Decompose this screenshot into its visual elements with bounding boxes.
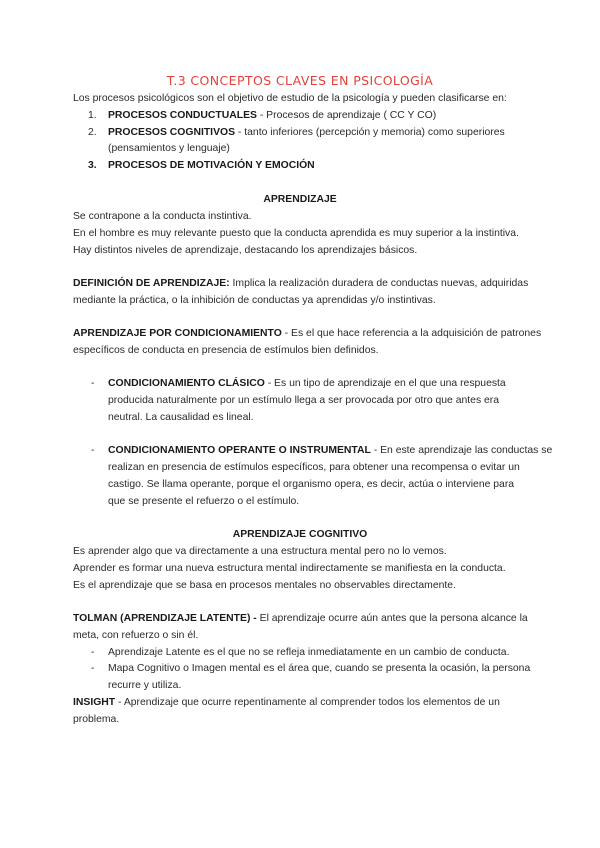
list-item-continuation: (pensamientos y lenguaje) [108,143,230,154]
list-item [108,160,315,172]
list-item-bold: PROCESOS DE MOTIVACIÓN Y EMOCIÓN [108,160,315,171]
paragraph-line: Aprender es formar una nueva estructura mental indirectamente se manifiesta en la conducta. [73,563,506,574]
conditioning-paragraph [73,328,541,340]
list-item [108,127,505,139]
insight-paragraph [73,697,500,709]
list-item-text: - tanto inferiores (percepción y memoria) como superiores [235,127,505,138]
bullet-dash: - [91,647,95,658]
conditioning-label: APRENDIZAJE POR CONDICIONAMIENTO [73,328,282,339]
bullet-dash: - [91,445,95,456]
paragraph-line: Hay distintos niveles de aprendizaje, destacando los aprendizajes básicos. [73,245,418,256]
tolman-list-item: Mapa Cognitivo o Imagen mental es el área que, cuando se presenta la ocasión, la persona [108,663,531,674]
operant-text: - En este aprendizaje las conductas se [370,445,553,456]
classical-continuation: producida naturalmente por un estímulo llega a ser provocada por otro que antes era [108,395,500,406]
intro-text: Los procesos psicológicos son el objetivo de estudio de la psicología y pueden clasificarse en: [73,93,507,104]
tolman-text: El aprendizaje ocurre aún antes que la persona alcance la [256,613,528,624]
paragraph-line: Se contrapone a la conducta instintiva. [73,211,252,222]
classical-label: CONDICIONAMIENTO CLÁSICO [108,378,265,389]
definition-paragraph [73,278,528,290]
page-title: T.3 CONCEPTOS CLAVES EN PSICOLOGÍA [166,73,434,88]
operant-continuation: castigo. Se llama operante, porque el organismo opera, es decir, actúa o interviene para [108,479,515,490]
paragraph-line: Es aprender algo que va directamente a una estructura mental pero no lo vemos. [73,546,447,557]
tolman-paragraph [73,613,528,625]
bullet-dash: - [91,378,95,389]
tolman-label: TOLMAN (APRENDIZAJE LATENTE) - [73,613,257,624]
classical-text: - Es un tipo de aprendizaje en el que una respuesta [264,378,506,389]
list-item-bold: PROCESOS COGNITIVOS [108,127,236,138]
operant-continuation: realizan en presencia de estímulos específicos, para obtener una recompensa o evitar un [108,462,520,473]
insight-label: INSIGHT [73,697,116,708]
tolman-continuation: meta, con refuerzo o sin él. [73,630,199,641]
tolman-list-item-continuation: recurre y utiliza. [108,680,182,691]
insight-text: - Aprendizaje que ocurre repentinamente al comprender todos los elementos de un [115,697,500,708]
definition-text: Implica la realización duradera de conductas nuevas, adquiridas [229,278,529,289]
list-number: 3. [88,160,97,171]
classical-continuation: neutral. La causalidad es lineal. [108,412,254,423]
list-item-bold: PROCESOS CONDUCTUALES [108,110,257,121]
conditioning-text: - Es el que hace referencia a la adquisición de patrones [281,328,542,339]
conditioning-continuation: específicos de conducta en presencia de estímulos bien definidos. [73,345,379,356]
classical-conditioning-item [108,378,506,390]
list-item-text: - Procesos de aprendizaje ( CC Y CO) [256,110,437,121]
tolman-list-item: Aprendizaje Latente es el que no se refleja inmediatamente en un cambio de conducta. [108,647,510,658]
list-number: 2. [88,127,97,138]
list-item [108,110,436,122]
list-number: 1. [88,110,97,121]
operant-label: CONDICIONAMIENTO OPERANTE O INSTRUMENTAL [108,445,371,456]
definition-continuation: mediante la práctica, o la inhibición de conductas ya aprendidas y/o instintivas. [73,295,436,306]
operant-continuation: que se presente el refuerzo o el estímulo. [108,496,300,507]
paragraph-line: Es el aprendizaje que se basa en procesos mentales no observables directamente. [73,580,456,591]
insight-continuation: problema. [73,714,120,725]
bullet-dash: - [91,663,95,674]
operant-conditioning-item [108,445,552,457]
paragraph-line: En el hombre es muy relevante puesto que la conducta aprendida es muy superior a la instintiva. [73,228,519,239]
section-heading-cognitivo: APRENDIZAJE COGNITIVO [232,529,368,540]
section-heading-aprendizaje: APRENDIZAJE [263,194,337,205]
definition-label: DEFINICIÓN DE APRENDIZAJE: [73,278,230,289]
